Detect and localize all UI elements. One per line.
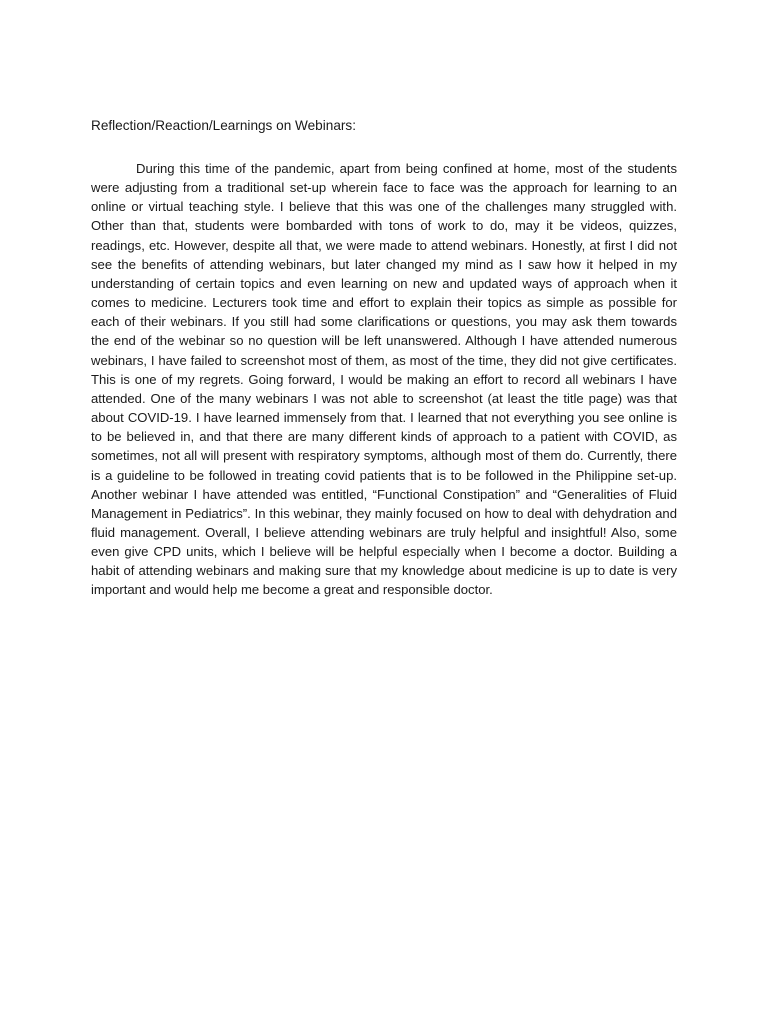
document-title: Reflection/Reaction/Learnings on Webinars: [91, 118, 356, 133]
document-body-paragraph: During this time of the pandemic, apart from being confined at home, most of the students were adjusting from a traditional set-up wherein face to face was the approach for learning to an online or virtual teaching style. I believe that this was one of the challenges many struggled with. Other than that, students were bombarded with tons of work to do, may it be videos, quizzes, readings, etc. However, despite all that, we were made to attend webinars. Honestly, at first I did not see the benefits of attending webinars, but later changed my mind as I saw how it helped in my understanding of certain topics and even learning on new and updated ways of approach when it comes to medicine. Lecturers took time and effort to explain their topics as simple as possible for each of their webinars. If you still had some clarifications or questions, you may ask them towards the end of the webinar so no question will be left unanswered. Although I have attended numerous webinars, I have failed to screenshot most of them, as most of the time, they did not give certificates. This is one of my regrets. Going forward, I would be making an effort to record all webinars I have attended. One of the many webinars I was not able to screenshot (at least the title page) was that about COVID-19. I have learned immensely from that. I learned that not everything you see online is to be believed in, and that there are many different kinds of approach to a patient with COVID, as sometimes, not all will present with respiratory symptoms, although most of them do. Currently, there is a guideline to be followed in treating covid patients that is to be followed in the Philippine set-up. Another webinar I have attended was entitled, “Functional Constipation” and “Generalities of Fluid Management in Pediatrics”. In this webinar, they mainly focused on how to deal with dehydration and fluid management. Overall, I believe attending webinars are truly helpful and insightful! Also, some even give CPD units, which I believe will be helpful especially when I become a doctor. Building a habit of attending webinars and making sure that my knowledge about medicine is up to date is very important and would help me become a great and responsible doctor. [91, 161, 677, 598]
